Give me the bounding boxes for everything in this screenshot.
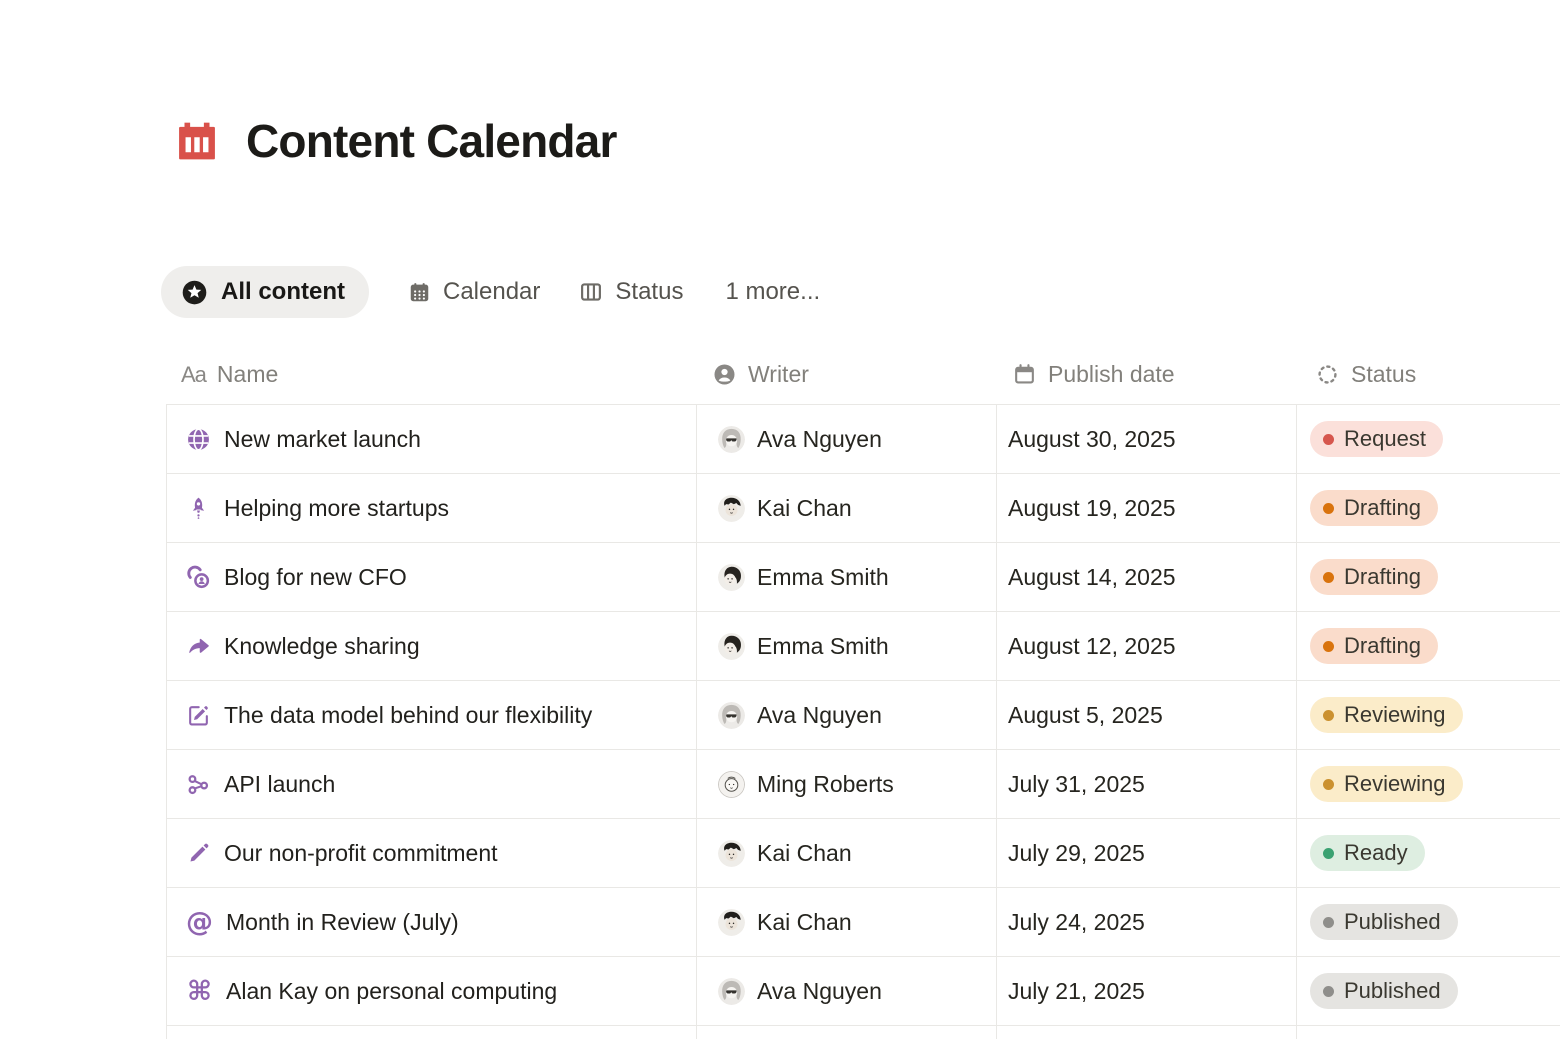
command-icon: ⌘ bbox=[186, 975, 213, 1007]
column-publish-date-label: Publish date bbox=[1048, 361, 1175, 387]
content-calendar-page bbox=[0, 113, 1560, 1040]
writer-name: Ming Roberts bbox=[757, 770, 894, 797]
status-badge[interactable]: Drafting bbox=[1310, 628, 1438, 664]
page-link[interactable]: Alan Kay on personal computing bbox=[226, 977, 558, 1004]
status-dot-icon bbox=[1323, 572, 1334, 583]
column-header-writer[interactable] bbox=[697, 345, 997, 404]
status-badge[interactable]: Published bbox=[1310, 904, 1458, 940]
pencil-icon bbox=[186, 841, 211, 866]
calendar-grid-icon bbox=[407, 280, 432, 305]
calendar-icon bbox=[1012, 362, 1037, 387]
tab-calendar[interactable] bbox=[407, 278, 540, 306]
writer-name: Emma Smith bbox=[757, 563, 889, 590]
table-row-partial bbox=[166, 1026, 1560, 1039]
avatar bbox=[718, 909, 745, 936]
share-arrow-icon bbox=[186, 634, 211, 659]
at-sign-icon: @ bbox=[186, 906, 213, 938]
sync-person-icon bbox=[186, 565, 211, 590]
content-table bbox=[166, 345, 1560, 1039]
writer-name: Emma Smith bbox=[757, 632, 889, 659]
status-badge[interactable]: Drafting bbox=[1310, 490, 1438, 526]
table-row[interactable] bbox=[166, 888, 1560, 957]
page-link[interactable]: Knowledge sharing bbox=[224, 632, 420, 659]
avatar bbox=[718, 771, 745, 798]
writer-name: Kai Chan bbox=[757, 839, 852, 866]
column-header-publish-date[interactable] bbox=[997, 345, 1297, 404]
avatar bbox=[718, 702, 745, 729]
tab-more[interactable]: 1 more... bbox=[725, 278, 821, 305]
writer-name: Kai Chan bbox=[757, 494, 852, 521]
rocket-icon bbox=[186, 496, 211, 521]
table-row[interactable] bbox=[166, 681, 1560, 750]
table-row[interactable] bbox=[166, 750, 1560, 819]
column-writer-label: Writer bbox=[748, 361, 809, 387]
status-badge[interactable]: Published bbox=[1310, 973, 1458, 1009]
status-badge[interactable]: Request bbox=[1310, 421, 1443, 457]
spinner-icon bbox=[1315, 362, 1340, 387]
table-row[interactable] bbox=[166, 405, 1560, 474]
status-badge[interactable]: Reviewing bbox=[1310, 697, 1463, 733]
writer-name: Ava Nguyen bbox=[757, 701, 882, 728]
status-dot-icon bbox=[1323, 917, 1334, 928]
publish-date: August 5, 2025 bbox=[1008, 701, 1163, 728]
avatar bbox=[718, 495, 745, 522]
star-badge-icon bbox=[181, 279, 208, 306]
view-tabs bbox=[161, 266, 1560, 318]
status-dot-icon bbox=[1323, 848, 1334, 859]
tab-status[interactable] bbox=[578, 278, 683, 306]
table-row[interactable] bbox=[166, 957, 1560, 1026]
column-header-name[interactable] bbox=[166, 345, 697, 404]
column-header-status[interactable] bbox=[1297, 345, 1560, 404]
page-link[interactable]: Month in Review (July) bbox=[226, 908, 459, 935]
tab-all-content-label: All content bbox=[221, 278, 345, 305]
publish-date: July 29, 2025 bbox=[1008, 839, 1145, 866]
tab-all-content[interactable] bbox=[161, 266, 369, 318]
table-row[interactable] bbox=[166, 819, 1560, 888]
status-badge[interactable]: Reviewing bbox=[1310, 766, 1463, 802]
writer-name: Kai Chan bbox=[757, 908, 852, 935]
status-badge[interactable]: Drafting bbox=[1310, 559, 1438, 595]
network-nodes-icon bbox=[186, 772, 211, 797]
column-name-label: Name bbox=[216, 361, 279, 387]
publish-date: July 31, 2025 bbox=[1008, 770, 1145, 797]
table-row[interactable] bbox=[166, 543, 1560, 612]
writer-name: Ava Nguyen bbox=[757, 977, 882, 1004]
publish-date: August 12, 2025 bbox=[1008, 632, 1176, 659]
status-dot-icon bbox=[1323, 434, 1334, 445]
avatar bbox=[718, 840, 745, 867]
page-link[interactable]: The data model behind our flexibility bbox=[224, 701, 593, 728]
compose-icon bbox=[186, 703, 211, 728]
status-dot-icon bbox=[1323, 986, 1334, 997]
page-link[interactable]: Our non-profit commitment bbox=[224, 839, 498, 866]
status-badge[interactable]: Ready bbox=[1310, 835, 1425, 871]
tab-calendar-label: Calendar bbox=[443, 278, 541, 305]
text-aa-icon: Aa bbox=[181, 361, 206, 387]
tab-status-label: Status bbox=[615, 278, 684, 305]
status-dot-icon bbox=[1323, 710, 1334, 721]
page-link[interactable]: Helping more startups bbox=[224, 494, 449, 521]
page-title: Content Calendar bbox=[246, 115, 617, 167]
table-row[interactable] bbox=[166, 474, 1560, 543]
publish-date: August 14, 2025 bbox=[1008, 563, 1176, 590]
globe-icon bbox=[186, 427, 211, 452]
publish-date: July 21, 2025 bbox=[1008, 977, 1145, 1004]
page-link[interactable]: New market launch bbox=[224, 425, 421, 452]
avatar bbox=[718, 633, 745, 660]
table-header bbox=[166, 345, 1560, 405]
publish-date: August 30, 2025 bbox=[1008, 425, 1176, 452]
column-status-label: Status bbox=[1351, 361, 1417, 387]
writer-name: Ava Nguyen bbox=[757, 425, 882, 452]
status-dot-icon bbox=[1323, 779, 1334, 790]
avatar bbox=[718, 426, 745, 453]
page-link[interactable]: Blog for new CFO bbox=[224, 563, 407, 590]
red-calendar-icon bbox=[172, 116, 222, 166]
table-row[interactable] bbox=[166, 612, 1560, 681]
page-header bbox=[172, 113, 1560, 169]
publish-date: August 19, 2025 bbox=[1008, 494, 1176, 521]
person-icon bbox=[712, 362, 737, 387]
page-link[interactable]: API launch bbox=[224, 770, 336, 797]
publish-date: July 24, 2025 bbox=[1008, 908, 1145, 935]
status-dot-icon bbox=[1323, 503, 1334, 514]
avatar bbox=[718, 978, 745, 1005]
status-dot-icon bbox=[1323, 641, 1334, 652]
avatar bbox=[718, 564, 745, 591]
board-columns-icon bbox=[578, 279, 604, 305]
